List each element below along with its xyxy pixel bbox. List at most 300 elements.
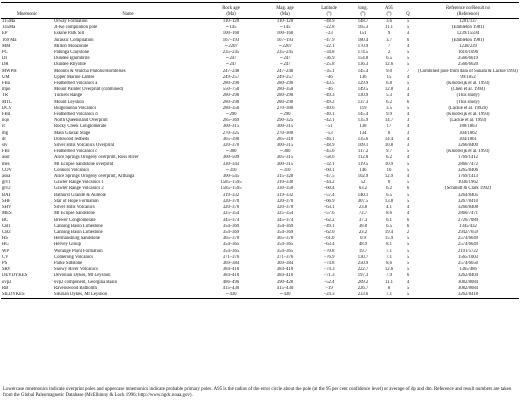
cell-name: Gawler Range Volcanics 2	[54, 186, 104, 192]
cell-rock-age: 330–343	[222, 161, 240, 167]
cell-mnemonic: BC	[2, 217, 9, 223]
cell-reference: (Schmidt & Clark 1992)	[445, 186, 491, 192]
cell-rock-age: 280–290	[222, 93, 240, 99]
cell-mnemonic: slv	[2, 143, 8, 149]
cell-latitude: −74.8	[323, 260, 335, 266]
cell-reference: 3082/8084	[457, 279, 479, 285]
cell-longitude: 165.3	[357, 25, 369, 31]
cell-reference: (Lackie et al. 1992b)	[448, 105, 488, 111]
cell-a95: 6.2	[386, 155, 392, 161]
cell-name: North Queensland Overprint	[54, 118, 108, 124]
cell-name: Bathurst Granite & Aureole	[54, 192, 106, 198]
cell-mnemonic: DCV	[2, 105, 12, 111]
cell-longitude: 37.3	[358, 217, 368, 223]
cell-name: Connors Volcanics	[54, 167, 90, 173]
cell-longitude: 146	[359, 167, 367, 173]
cell-longitude: 135.9	[357, 118, 369, 124]
cell-rock-age: 280–290	[222, 81, 240, 87]
cell-q: 4	[406, 93, 410, 99]
cell-mag-age: 330–350	[276, 186, 294, 192]
cell-q: 4	[406, 43, 410, 49]
cell-longitude: 154.8	[357, 56, 369, 62]
cell-reference: 1239/15594	[456, 31, 480, 37]
cell-latitude: −47.5	[323, 174, 335, 180]
cell-name: Alice Springs Orogeny overprint, Ross River	[54, 155, 139, 161]
cell-q: 4	[406, 136, 410, 142]
cell-mnemonic: MM	[2, 43, 11, 49]
cell-q: 4	[406, 174, 410, 180]
cell-longitude: 136	[359, 74, 367, 80]
cell-longitude: 0.9	[360, 236, 366, 242]
cell-a95: 6.8	[386, 81, 392, 87]
cell-rock-age: 320–370	[222, 198, 240, 204]
cell-reference: 2866/7471	[457, 211, 479, 217]
cell-name: Brewer Conglomerate	[54, 217, 96, 223]
cell-rock-age: 371–376	[222, 254, 240, 260]
cell-name: Featherbed Volcanics c	[54, 149, 98, 155]
header-reference-sub: (Reference)	[456, 12, 480, 17]
cell-mag-age: 365–378	[276, 236, 294, 242]
cell-reference: 1610/1096	[457, 50, 479, 56]
cell-rock-age: ∼247	[225, 62, 237, 68]
cell-mnemonic: asor	[2, 155, 10, 161]
cell-a95: 15	[386, 74, 392, 80]
cell-rock-age: 365–390	[222, 136, 240, 142]
cell-longitude: 136.3	[357, 62, 369, 68]
cell-latitude: −40.1	[323, 112, 335, 118]
cell-mag-age: 300–315	[276, 161, 294, 167]
cell-q: 5	[406, 236, 410, 242]
cell-q: 5	[406, 260, 410, 266]
cell-mag-age: 345–374	[276, 217, 294, 223]
cell-a95: 3.6	[386, 19, 392, 24]
cell-a95: 9.0	[386, 68, 392, 74]
cell-rock-age: ∼300	[225, 149, 237, 155]
cell-name: Gawler Range Volcanics 1	[54, 180, 104, 186]
cell-rock-age: 354–365	[222, 242, 240, 248]
cell-latitude: −62.0	[323, 229, 335, 235]
cell-a95: 6.5	[386, 223, 392, 229]
cell-q: 5	[406, 62, 410, 68]
cell-q: 5	[406, 50, 410, 56]
table-row	[1, 19, 519, 26]
cell-latitude: −66.9	[323, 198, 335, 204]
cell-mag-age: 300–315	[276, 143, 294, 149]
cell-rock-age: 1585–1595	[220, 180, 242, 186]
cell-name: Dundee Rhyolite	[54, 62, 86, 68]
cell-rock-age: ∼145	[225, 25, 237, 31]
cell-rock-age: ∼290	[225, 112, 237, 118]
cell-mag-age: 354–369	[276, 229, 294, 235]
cell-latitude: −49.3	[323, 93, 335, 99]
cell-a95: 12.6	[384, 62, 394, 68]
table-row	[1, 292, 519, 299]
cell-q: 5	[406, 161, 410, 167]
cell-name: Upper Marine Latites	[54, 74, 95, 80]
header-longitude	[347, 3, 379, 19]
cell-latitude: −47.9	[323, 37, 335, 43]
cell-latitude: −61.0	[323, 236, 335, 242]
cell-longitude: 145.4	[357, 68, 369, 74]
cell-latitude: −48.9	[323, 19, 335, 24]
cell-reference: 2866/7472	[457, 161, 479, 167]
cell-name: ovp2 component, Georgina Basin	[54, 279, 117, 285]
cell-rock-age: 249–257	[222, 74, 240, 80]
cell-longitude: 174.5	[357, 50, 369, 56]
cell-rock-age: 365–378	[222, 236, 240, 242]
cell-latitude: −53	[325, 130, 333, 136]
cell-reference: 2726/7089	[457, 217, 479, 223]
cell-a95: 2	[387, 50, 391, 56]
cell-name: Featherbed Volcanics d	[54, 112, 98, 118]
cell-a95: 11.1	[384, 25, 394, 31]
cell-a95: 6.5	[386, 56, 392, 62]
cell-longitude: 197.3	[357, 273, 369, 279]
cell-reference: 1238/239	[459, 43, 477, 49]
cell-longitude: 145.4	[357, 112, 369, 118]
cell-mag-age: ∼145	[279, 25, 291, 31]
cell-name: Silver Hills Volcanics	[54, 205, 95, 211]
cell-longitude: 148.7	[357, 19, 369, 24]
cell-name: Dundee Ignimbrite	[54, 56, 90, 62]
cell-latitude: −22.1	[323, 43, 335, 49]
cell-q: 5	[406, 242, 410, 248]
cell-reference: (This study)	[456, 93, 480, 99]
cell-reference: 1769/1413	[457, 174, 479, 180]
cell-latitude: −19	[325, 285, 333, 291]
cell-mag-age: ∼247	[279, 56, 291, 62]
table-body	[1, 19, 519, 299]
cell-a95: 15.9	[384, 236, 394, 242]
cell-q: 3	[406, 31, 410, 37]
cell-name: Hervey Group	[54, 242, 81, 248]
cell-latitude: −22.8	[323, 25, 335, 31]
cell-reference: 1769/1412	[457, 155, 479, 161]
cell-mnemonic: SHV	[2, 205, 12, 211]
header-a95	[379, 3, 399, 19]
cell-mnemonic: 169 Ma	[2, 37, 17, 43]
cell-a95: 11.1	[384, 279, 394, 285]
cell-reference: (Embleton 1981)	[452, 37, 484, 43]
cell-mag-age: 300–315	[276, 124, 294, 130]
cell-mnemonic: MTL	[2, 99, 12, 105]
cell-name: Silver Hills Volcanics Overprint	[54, 143, 115, 149]
cell-name: Eskine Park Sill	[54, 31, 85, 37]
cell-mag-age: 280–350	[276, 87, 294, 93]
cell-q: 3	[406, 143, 410, 149]
cell-mnemonic: HS	[2, 236, 8, 242]
cell-latitude: −42.1	[323, 118, 335, 124]
cell-longitude: 19.7	[358, 248, 368, 254]
cell-name: Rocky Creek Conglomerate	[54, 124, 107, 130]
cell-reference: 1036/1962	[457, 180, 479, 186]
cell-rock-age: 325–354	[222, 211, 240, 217]
header-rock-age-label: Rock age	[222, 6, 240, 11]
cell-latitude: −32.1	[323, 161, 335, 167]
cell-reference: 3262/8404	[457, 273, 479, 279]
cell-rock-age: 320–370	[222, 205, 240, 211]
cell-mag-age: 369–384	[276, 260, 294, 266]
cell-a95: 14.4	[384, 136, 394, 142]
cell-longitude: 140.1	[357, 192, 369, 198]
cell-longitude: 23.8	[358, 205, 368, 211]
cell-longitude: 226.7	[357, 285, 369, 291]
cell-q: 6	[406, 99, 410, 105]
cell-reference: 1345/432	[459, 223, 477, 229]
cell-mag-age: 310–330	[276, 180, 294, 186]
cell-reference: 304/1862	[459, 130, 477, 136]
cell-name: Tuckers Range	[54, 93, 83, 99]
table-footnote: Lowercase mnemonics indicate overprint poles and uppercase mnemonics indicate probable primary poles. A95 is the radius of the error circle about the pole (at the 95 per cent confidence level) or average of dp and dm. Reference and result numbers are taken from the Global Paleomagnetic Database (McElhinny & Lock 1996; http://www.ngdc.noaa.gov).	[3, 387, 512, 399]
cell-rock-age: 300–315	[222, 124, 240, 130]
cell-q: 5	[406, 25, 410, 31]
cell-latitude: −44.2	[323, 180, 335, 186]
cell-reference: 3266/8408	[457, 205, 479, 211]
cell-a95: 9.9	[386, 112, 392, 118]
cell-mag-age: ∼310	[279, 167, 291, 173]
cell-name: Dotswood redbeds	[54, 136, 90, 142]
cell-mnemonic: SILDYKES	[2, 291, 25, 297]
cell-a95: 7.1	[386, 291, 392, 297]
cell-longitude: 250.9	[357, 260, 369, 266]
cell-a95: 12.9	[384, 174, 394, 180]
cell-mnemonic: FBc	[2, 149, 10, 155]
cell-name: Featherbed Volcanics a	[54, 81, 98, 87]
cell-rock-age: 384–410	[222, 267, 240, 273]
cell-q: 5	[406, 56, 410, 62]
cell-rock-age: 247–248	[222, 68, 240, 74]
header-latitude-label: Latitude	[321, 6, 337, 11]
pole-table	[1, 2, 519, 299]
cell-mnemonic: HG	[2, 242, 9, 248]
cell-a95: 12.6	[384, 267, 394, 273]
cell-a95: 7.1	[386, 254, 392, 260]
cell-longitude: 222.7	[357, 267, 369, 273]
cell-reference: (Klootwijk et al. 1993)	[446, 112, 490, 118]
cell-mnemonic: SHF	[2, 198, 11, 204]
cell-latitude: −58.6	[323, 155, 335, 161]
cell-a95: 10.8	[384, 143, 394, 149]
cell-q: 5	[406, 105, 410, 111]
cell-latitude: −24.3	[323, 291, 335, 297]
cell-mnemonic: ovp2	[2, 279, 12, 285]
cell-q: 6	[406, 223, 410, 229]
cell-mag-age: 371–376	[276, 254, 294, 260]
cell-name: Mt Eclipse Sandstone	[54, 211, 95, 217]
cell-mnemonic: CB2	[2, 229, 11, 235]
cell-mnemonic: CV	[2, 254, 9, 260]
cell-rock-age: 415–430	[222, 285, 240, 291]
cell-mnemonic: 115Ma	[2, 19, 16, 24]
cell-mag-age: 270–300	[276, 105, 294, 111]
cell-mnemonic: WP	[2, 248, 10, 254]
cell-reference: 2566/6620	[457, 62, 479, 68]
cell-a95: 10	[386, 167, 392, 173]
cell-reference: 3267/8410	[457, 198, 479, 204]
cell-name: Silurian Dykes, Mt Leyshon	[54, 291, 108, 297]
cell-rock-age: 285–369	[222, 118, 240, 124]
cell-a95: 12.8	[384, 87, 394, 93]
cell-a95: 6.5	[386, 192, 392, 198]
cell-reference: 3266/8409	[457, 143, 479, 149]
cell-q: 4	[406, 124, 410, 130]
header-mag-age-label: Mag. age	[276, 6, 294, 11]
cell-rock-age: 235–245	[222, 50, 240, 56]
cell-rock-age: ∼310	[225, 167, 237, 173]
cell-rock-age: 320–370	[222, 143, 240, 149]
cell-a95: 8.6	[386, 211, 392, 217]
cell-name: Canning Basin Limestone	[54, 229, 103, 235]
cell-mnemonic: COV	[2, 167, 12, 173]
cell-q: 5	[406, 149, 410, 155]
cell-q: 4	[406, 155, 410, 161]
cell-latitude: −35.1	[323, 68, 335, 74]
cell-a95: 4.1	[386, 205, 392, 211]
cell-name: Bulgonunna Volcanics	[54, 105, 97, 111]
cell-a95: 17	[386, 124, 392, 130]
cell-a95: 7	[387, 43, 391, 49]
cell-name: Main Glacial Stage	[54, 130, 91, 136]
cell-mnemonic: grv2	[2, 186, 11, 192]
cell-name: Orway Formation	[54, 19, 88, 24]
header-latitude	[311, 3, 347, 19]
cell-mag-age: 290–325	[276, 118, 294, 124]
cell-mnemonic: DR	[2, 62, 9, 68]
header-rock-age	[203, 3, 259, 19]
header-longitude-label: long.	[358, 6, 368, 11]
header-a95-unit: (°)	[386, 12, 392, 17]
cell-mag-age: 247–248	[276, 68, 294, 74]
cell-latitude: −57.4	[323, 192, 335, 198]
cell-q: 5	[406, 285, 410, 291]
cell-mag-age: 384–410	[276, 273, 294, 279]
cell-reference: 304/1861	[459, 136, 477, 142]
cell-mnemonic: mg	[2, 130, 8, 136]
cell-mag-age: 384–410	[276, 267, 294, 273]
cell-latitude: −52.4	[323, 279, 335, 285]
header-name: Name	[122, 12, 134, 17]
cell-mnemonic: DEVDYKES	[2, 273, 28, 279]
cell-mag-age: 415–430	[276, 285, 294, 291]
cell-a95: 9	[387, 31, 391, 37]
cell-mnemonic: FBa	[2, 81, 10, 87]
cell-reference: (Klootwijk et al. 1993)	[446, 81, 490, 87]
cell-rock-age: 1585–1595	[220, 186, 242, 192]
cell-q: 5	[406, 81, 410, 87]
cell-reference: 3082/8084	[457, 285, 479, 291]
cell-reference: 3262/8418	[457, 291, 479, 297]
cell-reference: (Chen et al. 1994)	[451, 87, 485, 93]
cell-a95: 13.8	[384, 198, 394, 204]
cell-mnemonic: nqo	[2, 118, 10, 124]
cell-latitude: −46	[325, 87, 333, 93]
cell-rock-age: 384–410	[222, 273, 240, 279]
cell-q: 5	[406, 291, 410, 297]
cell-q: 3	[406, 130, 410, 136]
cell-latitude: −34.8	[323, 50, 335, 56]
cell-name: Mount Leyshon	[54, 99, 84, 105]
cell-mag-age: 270–300	[276, 130, 294, 136]
cell-reference: 2942/7659	[457, 229, 479, 235]
cell-rock-age: 100–160	[222, 31, 240, 37]
cell-mag-age: ∼430	[279, 291, 291, 297]
cell-reference: (This study)	[456, 99, 480, 105]
cell-name: Devonian Dykes, Mt Leyshon	[54, 273, 111, 279]
cell-q: 5	[406, 19, 410, 24]
cell-rock-age: 300–509	[222, 155, 240, 161]
cell-mnemonic: SRV	[2, 267, 11, 273]
cell-name: Worange Point Formation	[54, 248, 103, 254]
cell-rock-age: ∼430	[225, 291, 237, 297]
cell-longitude: 109.1	[357, 143, 369, 149]
cell-mnemonic: dr	[2, 136, 6, 142]
header-reference	[417, 3, 519, 19]
cell-reference: 180/1863	[459, 124, 477, 130]
header-mag-age	[259, 3, 311, 19]
cell-reference: 99/1852	[460, 74, 476, 80]
cell-longitude: 112.8	[357, 155, 369, 161]
header-latitude-unit: (°)	[326, 12, 332, 17]
cell-reference: 1201/137	[459, 19, 477, 24]
cell-rock-age: 280–290	[222, 99, 240, 105]
cell-mag-age: 235–245	[276, 50, 294, 56]
cell-mag-age: 315–320	[276, 174, 294, 180]
cell-mag-age: 354–369	[276, 223, 294, 229]
cell-longitude: 137.3	[357, 99, 369, 105]
cell-mag-age: 285–310	[276, 136, 294, 142]
cell-q: 5	[406, 167, 410, 173]
cell-mag-age: 305–315	[276, 155, 294, 161]
cell-latitude: −40.6	[323, 105, 335, 111]
cell-name: Mt Eclipse Sandstone overprint	[54, 161, 114, 167]
cell-a95: 3.5	[386, 105, 392, 111]
cell-latitude: −63.4	[323, 242, 335, 248]
cell-q: 4	[406, 279, 410, 285]
cell-longitude: 102.9	[357, 174, 369, 180]
cell-mnemonic: 145Ma	[2, 25, 16, 31]
cell-longitude: 38.0	[358, 223, 368, 229]
cell-a95: 8.1	[386, 242, 392, 248]
cell-a95: 14.7	[384, 118, 394, 124]
cell-mnemonic: MWPH	[2, 68, 17, 74]
cell-rock-age: 369–384	[222, 260, 240, 266]
cell-latitude: −25.8	[323, 62, 335, 68]
cell-mag-age: 167–193	[276, 37, 294, 43]
cell-name: Star of Hope Formation	[54, 198, 99, 204]
cell-mnemonic: MES	[2, 211, 12, 217]
cell-mnemonic: BAT	[2, 192, 11, 198]
cell-rock-age: 550–750	[222, 87, 240, 93]
cell-q: 5	[406, 192, 410, 198]
cell-q: 6	[406, 37, 410, 43]
cell-longitude: 117.2	[357, 149, 369, 155]
cell-reference: 3264/8405	[457, 192, 479, 198]
cell-reference: 1565/1003	[457, 254, 479, 260]
cell-longitude: 134	[359, 130, 367, 136]
cell-rock-age: 354–369	[222, 229, 240, 235]
cell-q: 4	[406, 205, 410, 211]
cell-rock-age: 270–325	[222, 130, 240, 136]
cell-q: 4	[406, 74, 410, 80]
cell-latitude: −49.1	[323, 223, 335, 229]
cell-rock-age: 280–350	[222, 105, 240, 111]
cell-q: 6	[406, 186, 410, 192]
cell-longitude: 48.9	[358, 242, 368, 248]
cell-name: Jurassic Compilation	[54, 37, 94, 43]
cell-a95: 0	[387, 180, 391, 186]
cell-reference: 2574/6649	[457, 242, 479, 248]
header-a95-label: A95	[384, 6, 394, 11]
